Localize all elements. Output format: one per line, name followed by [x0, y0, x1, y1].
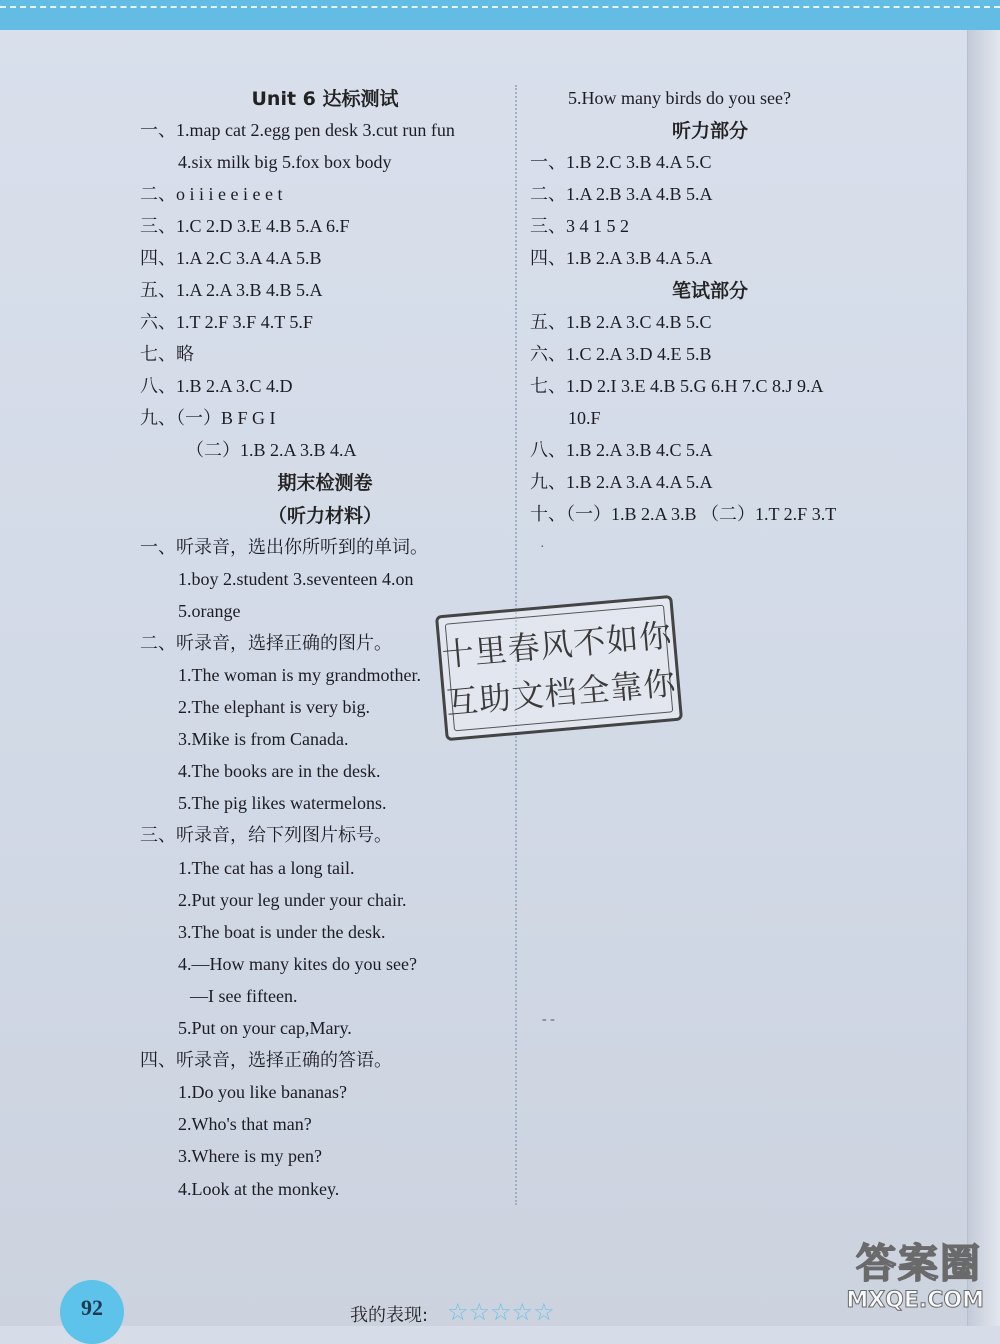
answer-line: 10.F: [568, 408, 601, 428]
material-line: 1.boy 2.student 3.seventeen 4.on: [178, 569, 414, 589]
performance-label: 我的表现:: [350, 1305, 429, 1326]
material-line: 一、听录音，选出你所听到的单词。: [140, 537, 428, 557]
answer-line: 九、1.B 2.A 3.A 4.A 5.A: [530, 472, 713, 492]
material-line: 三、听录音，给下列图片标号。: [140, 825, 392, 845]
material-line: 二、听录音，选择正确的图片。: [140, 633, 392, 653]
page-number-badge: 92: [60, 1280, 124, 1344]
listening-material-title: （听力材料）: [267, 505, 382, 527]
material-line: 4.Look at the monkey.: [178, 1179, 340, 1199]
answer-line: 九、（一）B F G I: [140, 408, 276, 428]
material-line: 4.The books are in the desk.: [178, 761, 381, 781]
answer-line: 七、1.D 2.I 3.E 4.B 5.G 6.H 7.C 8.J 9.A: [530, 376, 824, 396]
answer-line: 一、1.B 2.C 3.B 4.A 5.C: [530, 152, 712, 172]
answer-line: 4.six milk big 5.fox box body: [178, 152, 392, 172]
answer-line: 四、1.B 2.A 3.B 4.A 5.A: [530, 248, 713, 268]
listening-section-title: 听力部分: [671, 120, 748, 142]
answer-line: 八、1.B 2.A 3.C 4.D: [140, 376, 293, 396]
material-line: 3.Where is my pen?: [178, 1146, 322, 1166]
material-line: 1.Do you like bananas?: [178, 1082, 347, 1102]
watermark-url: MXQE.COM: [846, 1288, 984, 1313]
top-decorative-strip: [0, 0, 1000, 30]
material-line: 四、听录音，选择正确的答语。: [140, 1050, 392, 1070]
written-section-title: 笔试部分: [671, 280, 748, 302]
material-line: 2.Who's that man?: [178, 1114, 312, 1134]
answer-line: 十、（一）1.B 2.A 3.B （二）1.T 2.F 3.T: [530, 504, 837, 524]
material-line: 5.The pig likes watermelons.: [178, 793, 387, 813]
stamp-line-2: 互助文档全靠你: [444, 663, 678, 722]
ink-stamp: [435, 595, 683, 741]
answer-line: 五、1.B 2.A 3.C 4.B 5.C: [530, 312, 712, 332]
answer-line: 七、略: [140, 344, 194, 364]
unit-test-title: Unit 6 达标测试: [251, 88, 399, 110]
stray-mark: ·: [540, 540, 545, 555]
answer-line: 四、1.A 2.C 3.A 4.A 5.B: [140, 248, 322, 268]
material-line: 3.Mike is from Canada.: [178, 729, 349, 749]
answer-line: 二、1.A 2.B 3.A 4.B 5.A: [530, 184, 713, 204]
answer-line: （二）1.B 2.A 3.B 4.A: [186, 440, 357, 460]
site-watermark: [804, 1232, 994, 1322]
answer-line: 三、1.C 2.D 3.E 4.B 5.A 6.F: [140, 216, 350, 236]
stamp-line-1: 十里春风不如你: [440, 616, 674, 675]
answer-line: 一、1.map cat 2.egg pen desk 3.cut run fun: [140, 120, 455, 140]
material-line: 2.Put your leg under your chair.: [178, 890, 407, 910]
material-line: —I see fifteen.: [190, 986, 298, 1006]
page-binding-edge: [967, 30, 1000, 1326]
answer-line: 二、o i i i e e i e e t: [140, 184, 283, 204]
answer-line: 六、1.C 2.A 3.D 4.E 5.B: [530, 344, 712, 364]
material-line: 5.orange: [178, 601, 241, 621]
answer-line: 六、1.T 2.F 3.F 4.T 5.F: [140, 312, 313, 332]
material-line: 1.The woman is my grandmother.: [178, 665, 421, 685]
rating-stars-icon: ☆☆☆☆☆: [447, 1298, 555, 1326]
answer-line: 五、1.A 2.A 3.B 4.B 5.A: [140, 280, 323, 300]
material-line: 3.The boat is under the desk.: [178, 922, 386, 942]
final-exam-title: 期末检测卷: [277, 472, 373, 494]
material-line: 4.—How many kites do you see?: [178, 954, 417, 974]
material-line: 5.How many birds do you see?: [568, 88, 791, 108]
answer-line: 八、1.B 2.A 3.B 4.C 5.A: [530, 440, 713, 460]
answer-line: 三、3 4 1 5 2: [530, 216, 629, 236]
watermark-logo-text: 答案圈: [856, 1241, 982, 1287]
material-line: 5.Put on your cap,Mary.: [178, 1018, 352, 1038]
material-line: 2.The elephant is very big.: [178, 697, 370, 717]
material-line: 1.The cat has a long tail.: [178, 858, 355, 878]
stray-mark: - -: [542, 1012, 555, 1027]
